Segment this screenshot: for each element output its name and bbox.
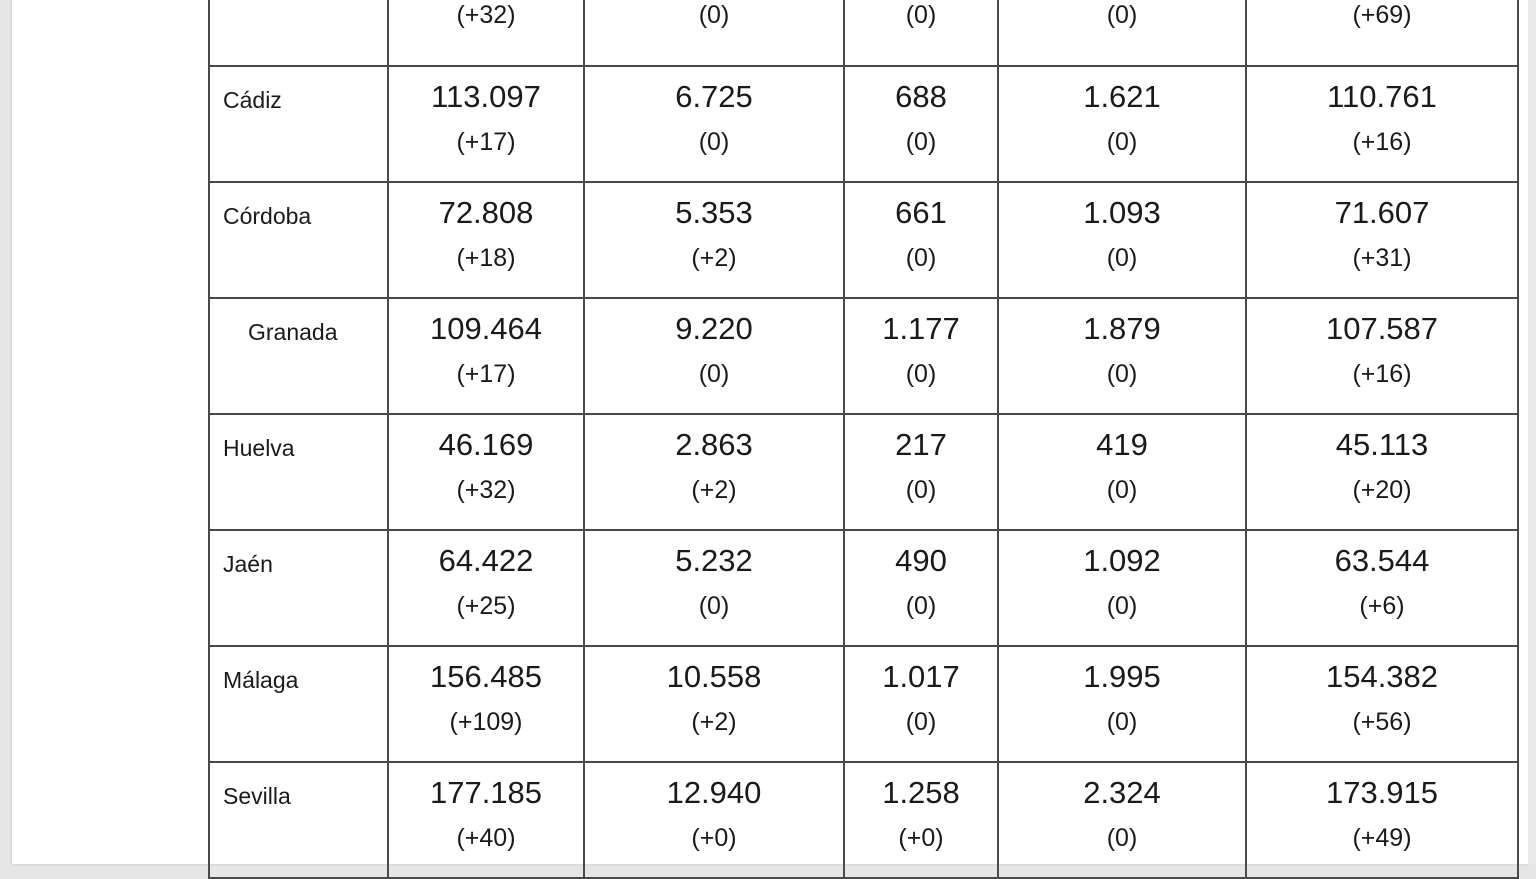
value-cell	[584, 66, 844, 182]
cell-total: 5.353	[675, 195, 753, 230]
cell-daily-change: (0)	[1106, 244, 1138, 272]
cell-total: 1.092	[1083, 543, 1161, 578]
cell-total: 173.915	[1325, 775, 1439, 810]
value-cell	[388, 414, 584, 530]
table-row	[209, 530, 1518, 646]
cell-daily-change: (0)	[1106, 824, 1138, 852]
cell-total: 5.232	[675, 543, 753, 578]
cell-daily-change: (0)	[905, 128, 937, 156]
value-cell	[584, 298, 844, 414]
table-row	[209, 66, 1518, 182]
table-row	[209, 414, 1518, 530]
value-cell	[1246, 762, 1518, 878]
cell-total: 661	[895, 195, 947, 230]
cell-total: 1.177	[882, 311, 960, 346]
cell-total: 156.485	[429, 659, 543, 694]
cell-daily-change: (+2)	[691, 476, 737, 504]
cell-daily-change: (+16)	[1352, 128, 1412, 156]
province-name-cell	[209, 530, 388, 646]
value-cell	[1246, 298, 1518, 414]
value-cell	[998, 646, 1246, 762]
value-cell	[388, 530, 584, 646]
cell-daily-change: (+49)	[1352, 824, 1412, 852]
province-name-cell	[209, 0, 388, 66]
cell-daily-change: (0)	[698, 592, 730, 620]
cell-daily-change: (+109)	[449, 708, 523, 736]
value-cell	[1246, 0, 1518, 66]
cell-total: 113.097	[431, 79, 541, 114]
cell-daily-change: (+25)	[456, 592, 516, 620]
province-name-cell	[209, 182, 388, 298]
value-cell	[844, 0, 998, 66]
value-cell	[998, 530, 1246, 646]
value-cell	[388, 66, 584, 182]
value-cell	[998, 0, 1246, 66]
cell-daily-change: (+56)	[1352, 708, 1412, 736]
table-row	[209, 646, 1518, 762]
cell-daily-change: (+6)	[1359, 592, 1405, 620]
cell-daily-change: (0)	[1106, 1, 1138, 29]
cell-total: 2.863	[675, 427, 753, 462]
value-cell	[998, 66, 1246, 182]
province-name: Sevilla	[223, 783, 291, 809]
value-cell	[1246, 182, 1518, 298]
cell-total: 10.558	[666, 659, 762, 694]
cell-total: 45.113	[1335, 427, 1429, 462]
value-cell	[584, 182, 844, 298]
province-name-cell	[209, 762, 388, 878]
value-cell	[388, 0, 584, 66]
province-name: Córdoba	[223, 203, 312, 229]
cell-total: 490	[895, 543, 947, 578]
cell-total: 64.422	[438, 543, 534, 578]
cell-daily-change: (+32)	[456, 1, 516, 29]
cell-daily-change: (+17)	[456, 360, 516, 388]
cell-total: 9.220	[675, 311, 753, 346]
value-cell	[998, 182, 1246, 298]
cell-daily-change: (+17)	[456, 128, 516, 156]
cell-daily-change: (+2)	[691, 244, 737, 272]
value-cell	[844, 66, 998, 182]
province-name: Granada	[248, 319, 338, 345]
value-cell	[1246, 646, 1518, 762]
value-cell	[998, 298, 1246, 414]
cell-daily-change: (+18)	[456, 244, 516, 272]
cell-total: 217	[895, 427, 947, 462]
value-cell	[388, 298, 584, 414]
cell-daily-change: (0)	[1106, 592, 1138, 620]
province-name: Cádiz	[223, 87, 282, 113]
province-name: Jaén	[223, 551, 273, 577]
cell-total: 688	[895, 79, 947, 114]
cell-total: 110.761	[1327, 79, 1437, 114]
value-cell	[844, 182, 998, 298]
cell-total: 6.725	[675, 79, 753, 114]
value-cell	[388, 762, 584, 878]
cell-daily-change: (+0)	[691, 824, 737, 852]
cell-daily-change: (+40)	[456, 824, 516, 852]
cell-total: 72.808	[438, 195, 534, 230]
value-cell	[998, 762, 1246, 878]
value-cell	[1246, 66, 1518, 182]
cell-total: 1.621	[1083, 79, 1161, 114]
cell-daily-change: (+0)	[898, 824, 944, 852]
cell-total: 177.185	[429, 775, 543, 810]
value-cell	[844, 530, 998, 646]
table-row	[209, 298, 1518, 414]
cell-total: 1.995	[1083, 659, 1161, 694]
value-cell	[844, 762, 998, 878]
cell-total: 1.093	[1083, 195, 1161, 230]
cell-total: 1.017	[882, 659, 960, 694]
cell-daily-change: (0)	[905, 1, 937, 29]
scroll-gutter	[1528, 0, 1536, 864]
cell-total: 71.607	[1334, 195, 1430, 230]
province-data-table	[208, 0, 1519, 879]
value-cell	[584, 414, 844, 530]
cell-total: 107.587	[1325, 311, 1439, 346]
cell-total: 154.382	[1325, 659, 1439, 694]
cell-daily-change: (+32)	[456, 476, 516, 504]
cell-daily-change: (0)	[905, 708, 937, 736]
cell-total: 1.258	[882, 775, 960, 810]
value-cell	[1246, 530, 1518, 646]
table-row	[209, 182, 1518, 298]
table-row	[209, 762, 1518, 878]
cell-daily-change: (0)	[905, 244, 937, 272]
province-name: Málaga	[223, 667, 299, 693]
cell-total: 1.879	[1083, 311, 1161, 346]
cell-daily-change: (0)	[698, 128, 730, 156]
cell-daily-change: (0)	[1106, 360, 1138, 388]
cell-total: 63.544	[1334, 543, 1430, 578]
cell-total: 46.169	[438, 427, 534, 462]
value-cell	[1246, 414, 1518, 530]
cell-daily-change: (0)	[905, 592, 937, 620]
value-cell	[584, 530, 844, 646]
cell-daily-change: (+2)	[691, 708, 737, 736]
cell-daily-change: (0)	[1106, 476, 1138, 504]
cell-daily-change: (0)	[698, 1, 730, 29]
cell-daily-change: (0)	[905, 476, 937, 504]
value-cell	[844, 298, 998, 414]
cell-total: 2.324	[1083, 775, 1161, 810]
value-cell	[844, 414, 998, 530]
value-cell	[844, 646, 998, 762]
cell-daily-change: (0)	[1106, 128, 1138, 156]
province-name-cell	[209, 298, 388, 414]
table-row	[209, 0, 1518, 66]
cell-daily-change: (+69)	[1352, 1, 1412, 29]
cell-daily-change: (+31)	[1352, 244, 1412, 272]
value-cell	[998, 414, 1246, 530]
cell-daily-change: (0)	[905, 360, 937, 388]
value-cell	[388, 182, 584, 298]
cell-daily-change: (0)	[698, 360, 730, 388]
province-name-cell	[209, 414, 388, 530]
value-cell	[584, 762, 844, 878]
value-cell	[388, 646, 584, 762]
cell-total: 12.940	[666, 775, 762, 810]
cell-daily-change: (+20)	[1352, 476, 1412, 504]
province-name: Huelva	[223, 435, 295, 461]
value-cell	[584, 646, 844, 762]
cell-daily-change: (0)	[1106, 708, 1138, 736]
value-cell	[584, 0, 844, 66]
province-name-cell	[209, 66, 388, 182]
cell-total: 419	[1096, 427, 1148, 462]
cell-total: 109.464	[429, 311, 543, 346]
province-name-cell	[209, 646, 388, 762]
cell-daily-change: (+16)	[1352, 360, 1412, 388]
